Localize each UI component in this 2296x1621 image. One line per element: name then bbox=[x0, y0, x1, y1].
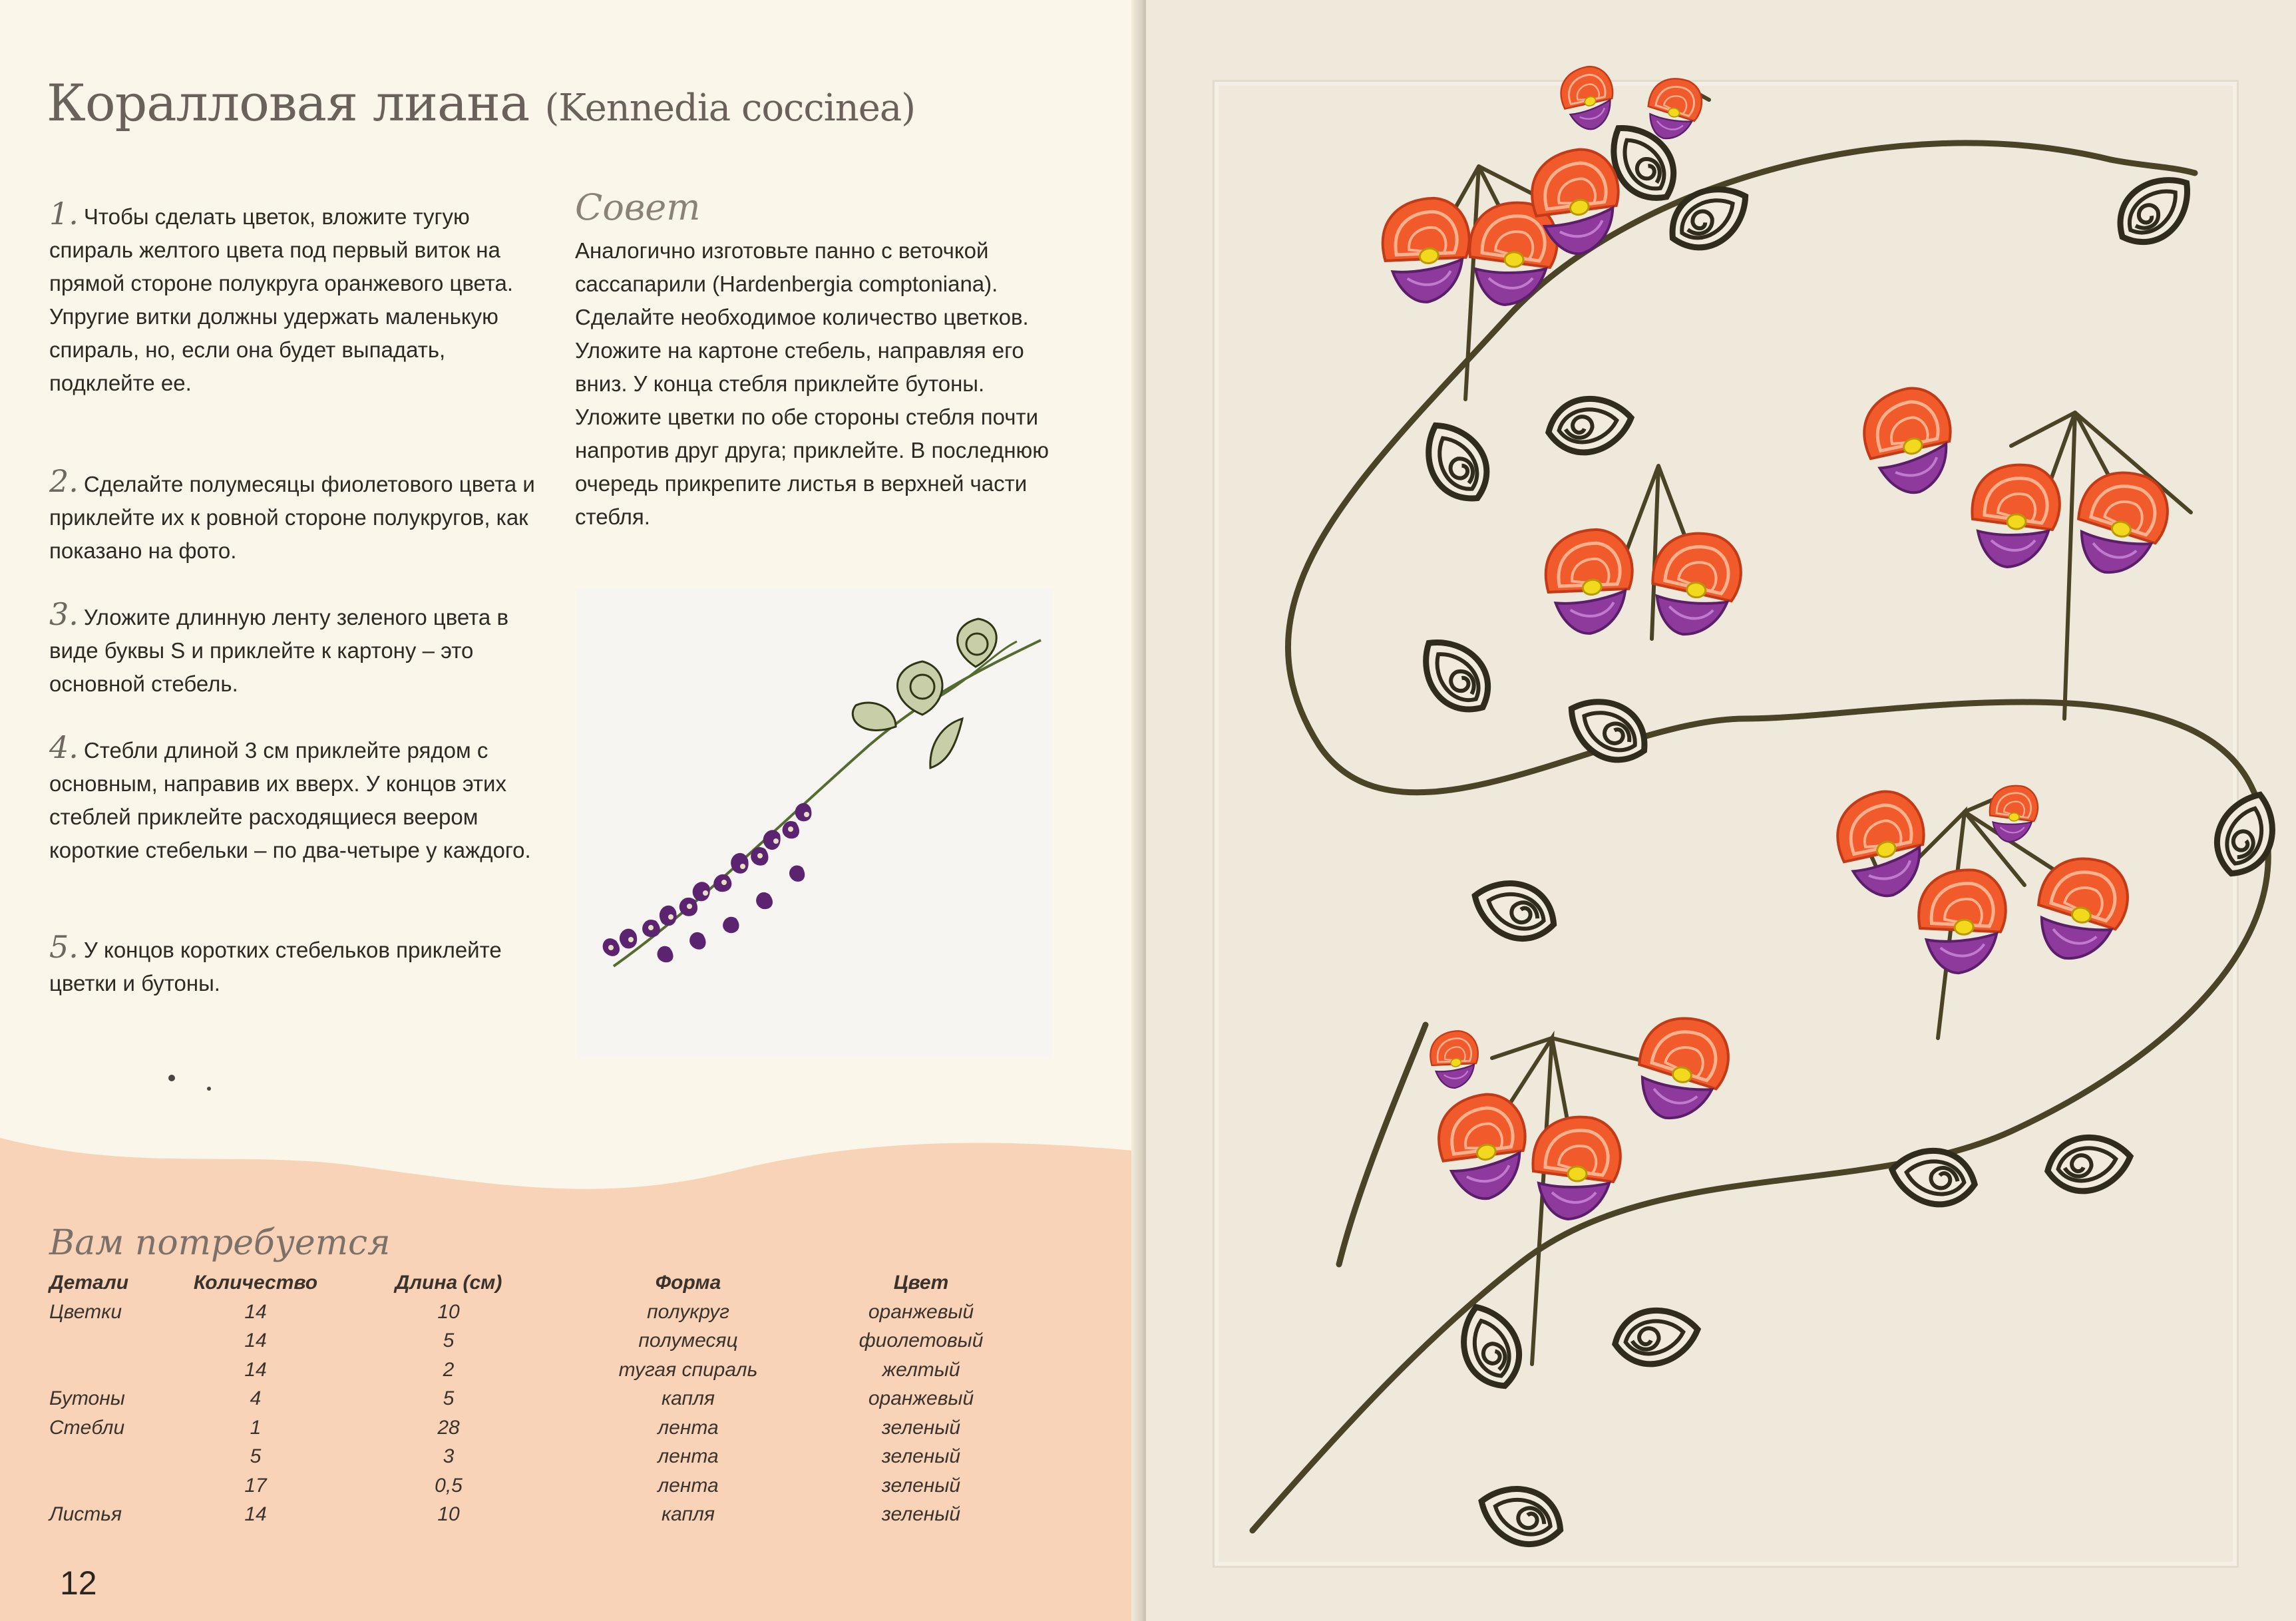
cell-color: фиолетовый bbox=[859, 1330, 984, 1352]
table-row bbox=[49, 1471, 1028, 1501]
cell-color: оранжевый bbox=[868, 1387, 974, 1410]
step-number: 5. bbox=[49, 929, 79, 965]
instruction-step-2 bbox=[49, 464, 535, 568]
instruction-step-4 bbox=[49, 731, 535, 867]
table-row bbox=[49, 1355, 1028, 1385]
header-details: Детали bbox=[49, 1272, 129, 1294]
cell-details: Стебли bbox=[49, 1416, 125, 1439]
cell-quantity: 1 bbox=[250, 1416, 262, 1439]
instruction-step-1 bbox=[49, 197, 535, 400]
cell-shape: капля bbox=[662, 1387, 715, 1410]
cell-details: Листья bbox=[49, 1503, 122, 1526]
cell-length: 10 bbox=[437, 1503, 460, 1526]
cell-quantity: 14 bbox=[244, 1358, 267, 1381]
step-text: Чтобы сделать цветок, вложите тугую спираль желтого цвета под первый виток на прямой стороне полукруга оранжевого цвета. Упругие витки должны удержать маленькую спираль, но, если она будет выпадать, подклейте ее. bbox=[49, 204, 514, 395]
table-row bbox=[49, 1501, 1028, 1530]
instruction-step-3 bbox=[49, 598, 535, 701]
cell-quantity: 14 bbox=[244, 1503, 267, 1526]
cell-length: 5 bbox=[443, 1387, 455, 1410]
decorative-dots bbox=[165, 1070, 218, 1097]
cell-shape: тугая спираль bbox=[618, 1358, 758, 1381]
cell-shape: полумесяц bbox=[638, 1330, 738, 1352]
cell-quantity: 5 bbox=[250, 1445, 262, 1468]
flowers bbox=[1376, 61, 2174, 1219]
materials-section bbox=[0, 1125, 1139, 1621]
page-number: 12 bbox=[60, 1564, 97, 1602]
cell-color: зеленый bbox=[881, 1445, 961, 1468]
table-row bbox=[49, 1385, 1028, 1414]
cell-details bbox=[49, 1327, 176, 1356]
cell-details: Цветки bbox=[49, 1300, 122, 1323]
step-text: Стебли длиной 3 см приклейте рядом с основным, направив их вверх. У концов этих стеблей приклейте расходящиеся веером короткие стебельки – по два-четыре у каждого. bbox=[49, 738, 531, 862]
cell-shape: лента bbox=[658, 1474, 719, 1497]
cell-color: оранжевый bbox=[868, 1300, 974, 1323]
cell-length: 2 bbox=[443, 1358, 455, 1381]
cell-length: 3 bbox=[443, 1445, 455, 1468]
step-number: 2. bbox=[49, 463, 79, 499]
instruction-step-5 bbox=[49, 930, 535, 1000]
cell-color: зеленый bbox=[881, 1416, 961, 1439]
step-number: 1. bbox=[49, 196, 79, 232]
left-page bbox=[0, 0, 1139, 1621]
cell-quantity: 4 bbox=[250, 1387, 262, 1410]
materials-header-row bbox=[49, 1268, 1028, 1298]
main-stem bbox=[1252, 143, 2268, 1531]
cell-length: 5 bbox=[443, 1330, 455, 1352]
cell-details bbox=[49, 1355, 176, 1385]
sassaparilla-branch-illustration bbox=[576, 588, 1053, 1058]
header-color: Цвет bbox=[893, 1272, 949, 1294]
sassaparilla-photo bbox=[576, 588, 1053, 1058]
cell-shape: полукруг bbox=[647, 1300, 729, 1323]
materials-heading: Вам потребуется bbox=[49, 1223, 391, 1263]
step-number: 4. bbox=[49, 729, 79, 765]
step-text: Сделайте полумесяцы фиолетового цвета и приклейте их к ровной стороне полукругов, как показано на фото. bbox=[49, 472, 535, 563]
table-row bbox=[49, 1413, 1028, 1443]
cell-shape: капля bbox=[662, 1503, 715, 1526]
table-row bbox=[49, 1443, 1028, 1472]
table-row bbox=[49, 1298, 1028, 1327]
cell-length: 10 bbox=[437, 1300, 460, 1323]
advice-heading: Совет bbox=[575, 186, 701, 228]
cell-quantity: 14 bbox=[244, 1330, 267, 1352]
header-shape: Форма bbox=[655, 1272, 721, 1294]
right-page bbox=[1146, 0, 2296, 1621]
cell-length: 28 bbox=[437, 1416, 460, 1439]
cell-color: зеленый bbox=[881, 1503, 961, 1526]
cell-details bbox=[49, 1471, 176, 1501]
cell-color: желтый bbox=[882, 1358, 960, 1381]
title-russian: Коралловая лиана bbox=[47, 73, 530, 132]
step-number: 3. bbox=[49, 596, 79, 632]
step-text: Уложите длинную ленту зеленого цвета в виде буквы S и приклейте к картону – это основной стебель. bbox=[49, 605, 508, 696]
page-title bbox=[47, 73, 915, 132]
cell-details bbox=[49, 1443, 176, 1472]
advice-text: Аналогично изготовьте панно с веточкой сассапарили (Hardenbergia comptoniana). Сделайте необходимое количество цветков. Уложите на картоне стебель, направляя его вниз. У конца стебля приклейте бутоны. Уложите цветки по обе стороны стебля почти напротив друг друга; приклейте. В последнюю очередь прикрепите листья в верхней части стебля. bbox=[575, 238, 1050, 529]
table-row bbox=[49, 1327, 1028, 1356]
coral-vine-quilling-artwork bbox=[1146, 0, 2296, 1621]
cell-shape: лента bbox=[658, 1416, 719, 1439]
header-length: Длина (см) bbox=[395, 1272, 502, 1294]
step-text: У концов коротких стебельков приклейте цветки и бутоны. bbox=[49, 938, 502, 995]
cell-color: зеленый bbox=[881, 1474, 961, 1497]
cell-length: 0,5 bbox=[435, 1474, 463, 1497]
title-latin: (Kennedia coccinea) bbox=[544, 87, 916, 130]
cell-quantity: 17 bbox=[244, 1474, 267, 1497]
materials-table bbox=[49, 1268, 1028, 1529]
cell-details: Бутоны bbox=[49, 1387, 125, 1410]
cell-quantity: 14 bbox=[244, 1300, 267, 1323]
header-quantity: Количество bbox=[193, 1272, 318, 1294]
cell-shape: лента bbox=[658, 1445, 719, 1468]
